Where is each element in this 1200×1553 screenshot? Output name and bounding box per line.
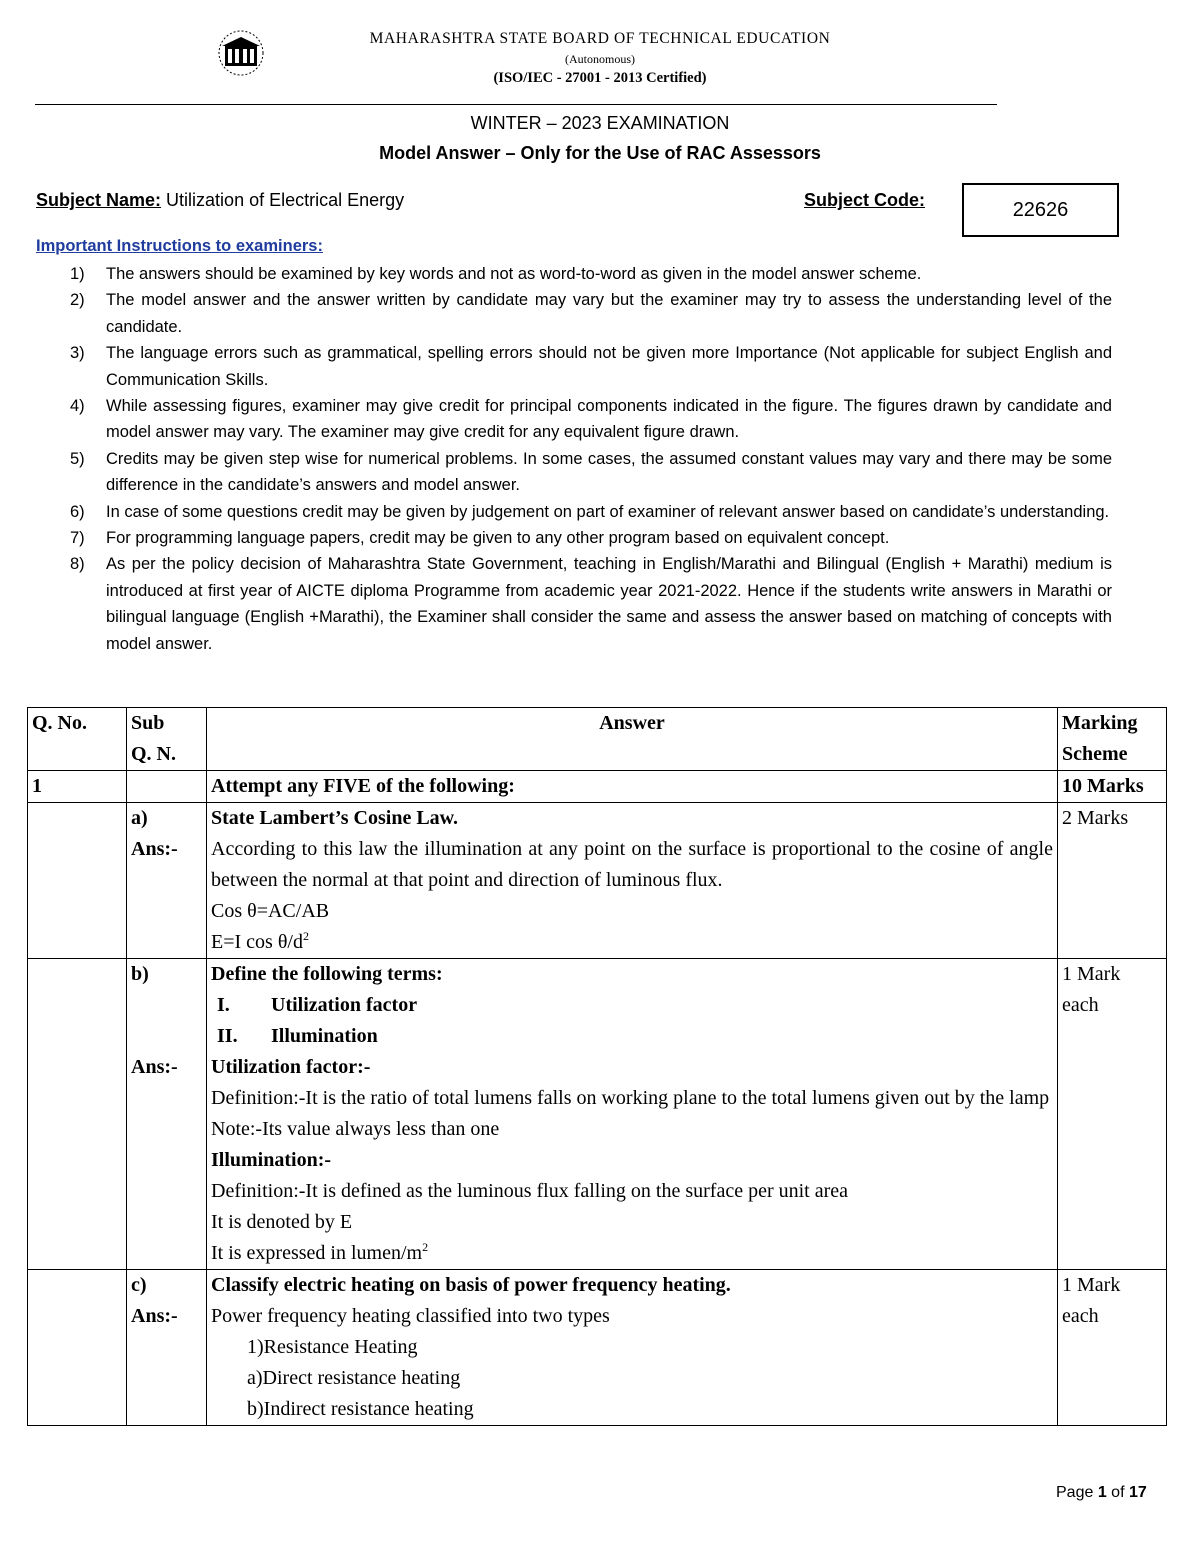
instruction-item: 5) Credits may be given step wise for numerical problems. In some cases, the assumed constant values may vary and there may be some difference in the candidate’s answers and model answer. [70, 449, 1112, 495]
section-title: Attempt any FIVE of the following: [207, 771, 1058, 803]
subject-code-label: Subject Code: [804, 190, 926, 210]
instruction-item: 1) The answers should be examined by key words and not as word-to-word as given in the model answer scheme. [70, 265, 922, 283]
subject-name-label: Subject Name: [36, 190, 162, 210]
subq-c: c) Ans:- [127, 1270, 207, 1426]
answer-a: State Lambert’s Cosine Law. According to this law the illumination at any point on the surface is proportional to the cosine of angle between the normal at that point and direction of luminous flux. Cos θ=AC/AB E=I $\cos \theta/d^2$ [207, 803, 1058, 959]
subject-name-value: Utilization of Electrical Energy [161, 190, 405, 210]
subject-name [36, 190, 404, 211]
table-row [28, 771, 1167, 803]
marks-c: 1 Mark each [1058, 1270, 1167, 1426]
model-answer-title: Model Answer – Only for the Use of RAC Assessors [379, 143, 821, 163]
instruction-item: 6) In case of some questions credit may be given by judgement on part of examiner of relevant answer based on candidate’s understanding. [70, 502, 1110, 521]
table-header-row [28, 708, 1167, 771]
instruction-item: 2) The model answer and the answer written by candidate may vary but the examiner may try to assess the understanding level of the candidate. [70, 291, 1112, 336]
instruction-item: 7) For programming language papers, credit may be given to any other program based on equivalent concept. [70, 529, 890, 548]
table-row [28, 1270, 1167, 1426]
iso-certification: (ISO/IEC - 27001 - 2013 Certified) [493, 70, 707, 86]
instruction-item: 4) While assessing figures, examiner may give credit for principal components indicated in the figure. The figures drawn by candidate and model answer may vary. The examiner may give credit for any equivalent figure drawn. [70, 397, 1112, 442]
subject-code-box: 22626 [962, 183, 1119, 237]
section-marks: 10 Marks [1058, 771, 1167, 803]
section-qno: 1 [28, 771, 127, 803]
instruction-item: 3) The language errors such as grammatical, spelling errors should not be given more Importance (Not applicable for subject English and Communication Skills. [70, 344, 1112, 389]
marks-a: 2 Marks [1058, 803, 1167, 959]
page-number: Page 1 of 17 [1056, 1484, 1147, 1501]
subq-b: b) Ans:- [127, 959, 207, 1270]
subq-a: a) Ans:- [127, 803, 207, 959]
answer-b: Define the following terms: I. Utilization factor II. Illumination Utilization factor:- Definition:-It is the ratio of total lumens falls on working plane to the total lumens given out by the lamp Note:-Its value always less than one Illumination:- Definition:-It is defined as the luminous flux falling on the surface per unit area It is denoted by E It is expressed in lumen/$m^2$ [207, 959, 1058, 1270]
autonomous-label: (Autonomous) [565, 52, 635, 66]
msbte-logo [208, 28, 274, 78]
answer-c: Classify electric heating on basis of power frequency heating. Power frequency heating classified into two types 1)Resistance Heating a)Direct resistance heating b)Indirect resistance heating [207, 1270, 1058, 1426]
answer-table [27, 707, 1167, 1426]
table-row [28, 803, 1167, 959]
board-name: MAHARASHTRA STATE BOARD OF TECHNICAL EDUCATION [369, 30, 831, 47]
exam-title: WINTER – 2023 EXAMINATION [470, 113, 730, 133]
marks-b: 1 Mark each [1058, 959, 1167, 1270]
header-divider [35, 104, 997, 105]
header-answer: Answer [207, 708, 1058, 771]
instructions-heading: Important Instructions to examiners: [36, 237, 323, 255]
header-qno: Q. No. [28, 708, 127, 771]
header-subq: Sub Q. N. [127, 708, 207, 771]
table-row [28, 959, 1167, 1270]
instruction-item: 8) As per the policy decision of Maharashtra State Government, teaching in English/Marathi and Bilingual (English + Marathi) medium is introduced at first year of AICTE diploma Programme from academic year 2021-2022. Hence if the students write answers in Marathi or bilingual language (English +Marathi), the Examiner shall consider the same and assess the answer based on matching of concepts with model answer. [70, 555, 1112, 653]
instructions-list [36, 261, 1112, 657]
header-marking: Marking Scheme [1058, 708, 1167, 771]
